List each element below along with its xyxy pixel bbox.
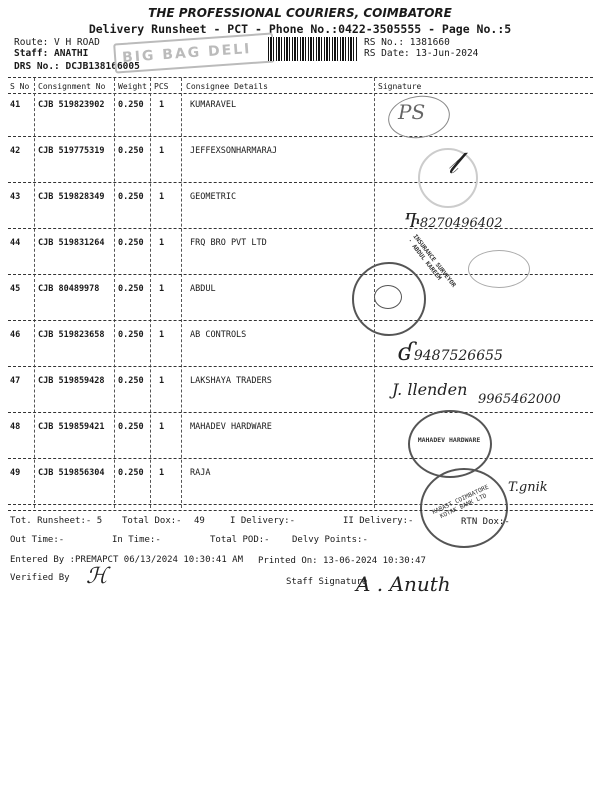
row-weight: 0.250 bbox=[118, 100, 144, 110]
row-consignee: LAKSHAYA TRADERS bbox=[190, 376, 272, 386]
row-sno: 46 bbox=[10, 330, 21, 340]
col-consignment: Consignment No bbox=[38, 82, 106, 91]
insurance-stamp-text: INSURANCE SURVEYOR · ABDUL KAREEM bbox=[405, 233, 458, 289]
drs-number: DRS No.: DCJB138166005 bbox=[14, 61, 140, 72]
row-consignee: GEOMETRIC bbox=[190, 192, 237, 202]
header-top-rule bbox=[8, 77, 593, 78]
signature-47-mark: J. llenden bbox=[392, 380, 468, 399]
col-sno: S No bbox=[10, 82, 30, 91]
col-pcs: PCS bbox=[154, 82, 169, 91]
row-consignment: CJB 519823658 bbox=[38, 330, 105, 340]
row-weight: 0.250 bbox=[118, 422, 144, 432]
footer-rule bbox=[8, 510, 593, 511]
company-title: THE PROFESSIONAL COURIERS, COIMBATORE bbox=[148, 6, 452, 20]
rs-number: RS No.: 1381660 bbox=[364, 37, 450, 48]
row-sno: 44 bbox=[10, 238, 21, 248]
in-time: In Time:- bbox=[112, 535, 161, 545]
phone-47: 9965462000 bbox=[478, 392, 561, 407]
row-consignment: CJB 80489978 bbox=[38, 284, 100, 294]
row-pcs: 1 bbox=[159, 284, 165, 294]
table-row bbox=[0, 142, 600, 188]
row-weight: 0.250 bbox=[118, 238, 144, 248]
row-weight: 0.250 bbox=[118, 146, 144, 156]
row-sno: 45 bbox=[10, 284, 21, 294]
col-weight: Weight bbox=[118, 82, 147, 91]
row-divider bbox=[8, 136, 593, 137]
signature-41: PS bbox=[398, 100, 426, 124]
verified-signature: ℋ bbox=[86, 564, 108, 589]
delvy-points: Delvy Points:- bbox=[292, 535, 368, 545]
bank-stamp-text: KARAST COIMBATORE KOTAK BANK LTD bbox=[431, 483, 490, 521]
col-consignee: Consignee Details bbox=[186, 82, 268, 91]
row-consignment: CJB 519856304 bbox=[38, 468, 105, 478]
table-row bbox=[0, 280, 600, 326]
total-dox-label: Total Dox:- bbox=[122, 516, 182, 526]
total-pod: Total POD:- bbox=[210, 535, 270, 545]
row-divider bbox=[8, 182, 593, 183]
row-consignee: FRQ BRO PVT LTD bbox=[190, 238, 267, 248]
row-pcs: 1 bbox=[159, 330, 165, 340]
row-sno: 41 bbox=[10, 100, 21, 110]
row-divider bbox=[8, 412, 593, 413]
ii-delivery: II Delivery:- bbox=[343, 516, 414, 526]
row-pcs: 1 bbox=[159, 100, 165, 110]
out-time: Out Time:- bbox=[10, 535, 65, 545]
phone-46: 9487526655 bbox=[413, 348, 503, 364]
row-consignment: CJB 519823902 bbox=[38, 100, 105, 110]
mahadev-stamp bbox=[408, 410, 492, 478]
row-divider bbox=[8, 228, 593, 229]
row-weight: 0.250 bbox=[118, 330, 144, 340]
row-divider bbox=[8, 366, 593, 367]
mahadev-stamp-text: MAHADEV HARDWARE bbox=[417, 436, 481, 444]
barcode bbox=[268, 37, 358, 61]
row-pcs: 1 bbox=[159, 468, 165, 478]
i-delivery: I Delivery:- bbox=[230, 516, 296, 526]
signature-42: 𝓁 bbox=[448, 146, 458, 181]
signature-scribble-44 bbox=[468, 250, 530, 288]
signature-49: T.gnik bbox=[508, 480, 548, 495]
row-consignee: ABDUL bbox=[190, 284, 216, 294]
header-bottom-rule bbox=[8, 93, 593, 94]
verified-by-label: Verified By bbox=[10, 573, 70, 583]
row-consignee: AB CONTROLS bbox=[190, 330, 247, 340]
big-bag-stamp: BIG BAG DELI bbox=[113, 32, 275, 73]
rs-date: RS Date: 13-Jun-2024 bbox=[364, 48, 479, 59]
signature-46: ʛ9487526655 bbox=[398, 338, 503, 366]
row-divider bbox=[8, 320, 593, 321]
table-row bbox=[0, 418, 600, 464]
staff-signature: A . Anuth bbox=[356, 572, 451, 596]
runsheet-subtitle: Delivery Runsheet - PCT - Phone No.:0422-3505555 - Page No.:5 bbox=[88, 22, 512, 36]
row-consignee: JEFFEXSONHARMARAJ bbox=[190, 146, 277, 156]
row-consignment: CJB 519775319 bbox=[38, 146, 105, 156]
row-pcs: 1 bbox=[159, 422, 165, 432]
insurance-stamp-inner bbox=[374, 285, 402, 309]
tot-runsheet: Tot. Runsheet:- 5 bbox=[10, 516, 103, 526]
table-row bbox=[0, 188, 600, 234]
col-signature: Signature bbox=[378, 82, 422, 91]
row-pcs: 1 bbox=[159, 376, 165, 386]
row-consignment: CJB 519831264 bbox=[38, 238, 105, 248]
row-weight: 0.250 bbox=[118, 376, 144, 386]
table-row bbox=[0, 326, 600, 372]
row-weight: 0.250 bbox=[118, 284, 144, 294]
row-weight: 0.250 bbox=[118, 468, 144, 478]
row-weight: 0.250 bbox=[118, 192, 144, 202]
row-pcs: 1 bbox=[159, 146, 165, 156]
staff-signature-label: Staff Signature bbox=[286, 577, 368, 587]
row-consignment: CJB 519859421 bbox=[38, 422, 105, 432]
row-sno: 49 bbox=[10, 468, 21, 478]
row-consignment: CJB 519859428 bbox=[38, 376, 105, 386]
rtn-dox: RTN Dox:- bbox=[461, 517, 510, 527]
row-consignment: CJB 519828349 bbox=[38, 192, 105, 202]
row-consignee: MAHADEV HARDWARE bbox=[190, 422, 272, 432]
entered-by: Entered By :PREMAPCT 06/13/2024 10:30:41 AM bbox=[10, 555, 243, 565]
row-sno: 48 bbox=[10, 422, 21, 432]
staff-label: Staff: ANATHI bbox=[14, 48, 89, 59]
row-sno: 43 bbox=[10, 192, 21, 202]
row-sno: 47 bbox=[10, 376, 21, 386]
table-row bbox=[0, 96, 600, 142]
signature-43: Ⴅ8270496402 bbox=[404, 212, 503, 231]
row-consignee: KUMARAVEL bbox=[190, 100, 237, 110]
phone-43: 8270496402 bbox=[419, 216, 503, 231]
row-consignee: RAJA bbox=[190, 468, 211, 478]
printed-on: Printed On: 13-06-2024 10:30:47 bbox=[258, 556, 426, 566]
row-divider bbox=[8, 458, 593, 459]
row-sno: 42 bbox=[10, 146, 21, 156]
route-label: Route: V H ROAD bbox=[14, 37, 100, 48]
total-dox-value: 49 bbox=[194, 516, 205, 526]
row-pcs: 1 bbox=[159, 192, 165, 202]
row-pcs: 1 bbox=[159, 238, 165, 248]
